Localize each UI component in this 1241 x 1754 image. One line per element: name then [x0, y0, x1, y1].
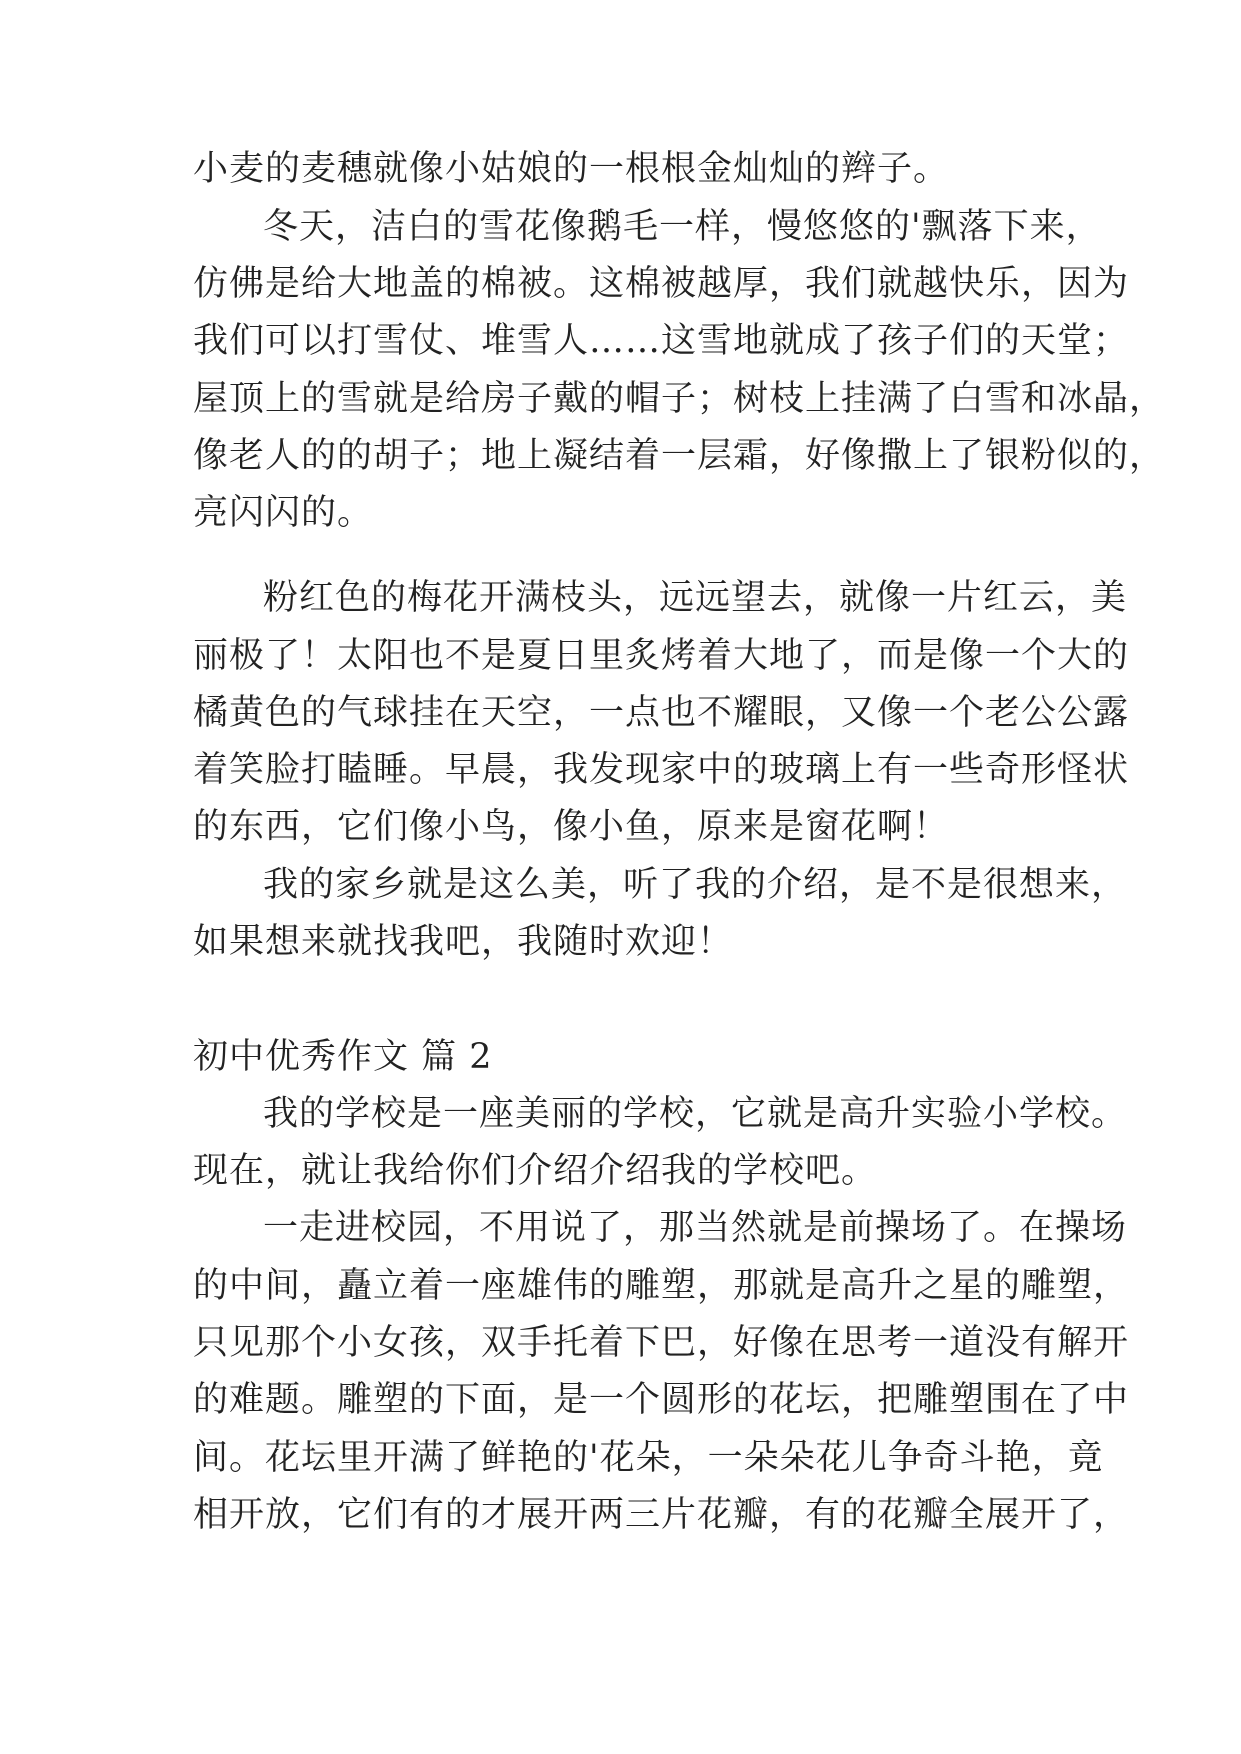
text-line: 屋顶上的雪就是给房子戴的帽子；树枝上挂满了白雪和冰晶，: [193, 379, 1166, 419]
text-line: 的中间，矗立着一座雄伟的雕塑，那就是高升之星的雕塑，: [193, 1266, 1130, 1306]
paragraph-start-line: 粉红色的梅花开满枝头，远远望去，就像一片红云，美: [263, 578, 1128, 618]
text-line: 小麦的麦穗就像小姑娘的一根根金灿灿的辫子。: [193, 149, 950, 189]
paragraph-start-line: 我的学校是一座美丽的学校，它就是高升实验小学校。: [263, 1094, 1128, 1134]
paragraph-start-line: 我的家乡就是这么美，听了我的介绍，是不是很想来，: [263, 865, 1128, 905]
text-line: 如果想来就找我吧，我随时欢迎！: [193, 922, 734, 962]
text-line: 橘黄色的气球挂在天空，一点也不耀眼，又像一个老公公露: [193, 693, 1130, 733]
text-line: 丽极了！太阳也不是夏日里炙烤着大地了，而是像一个大的: [193, 636, 1130, 676]
text-line: 现在，就让我给你们介绍介绍我的学校吧。: [193, 1151, 878, 1191]
text-line: 着笑脸打瞌睡。早晨，我发现家中的玻璃上有一些奇形怪状: [193, 750, 1130, 790]
paragraph-start-line: 一走进校园，不用说了，那当然就是前操场了。在操场: [263, 1208, 1128, 1248]
text-line: 的东西，它们像小鸟，像小鱼，原来是窗花啊！: [193, 807, 950, 847]
text-line: 我们可以打雪仗、堆雪人……这雪地就成了孩子们的天堂；: [193, 321, 1130, 361]
text-line: 间。花坛里开满了鲜艳的'花朵，一朵朵花儿争奇斗艳，竟: [193, 1438, 1104, 1478]
text-line: 像老人的的胡子；地上凝结着一层霜，好像撒上了银粉似的，: [193, 436, 1166, 476]
text-line: 仿佛是给大地盖的棉被。这棉被越厚，我们就越快乐，因为: [193, 264, 1130, 304]
text-line: 亮闪闪的。: [193, 493, 374, 533]
text-line: 只见那个小女孩，双手托着下巴，好像在思考一道没有解开: [193, 1323, 1130, 1363]
section-heading: 初中优秀作文 篇 2: [193, 1037, 493, 1077]
paragraph-start-line: 冬天，洁白的雪花像鹅毛一样，慢悠悠的'飘落下来，: [263, 207, 1102, 247]
text-line: 的难题。雕塑的下面，是一个圆形的花坛，把雕塑围在了中: [193, 1380, 1130, 1420]
text-line: 相开放，它们有的才展开两三片花瓣，有的花瓣全展开了，: [193, 1495, 1130, 1535]
